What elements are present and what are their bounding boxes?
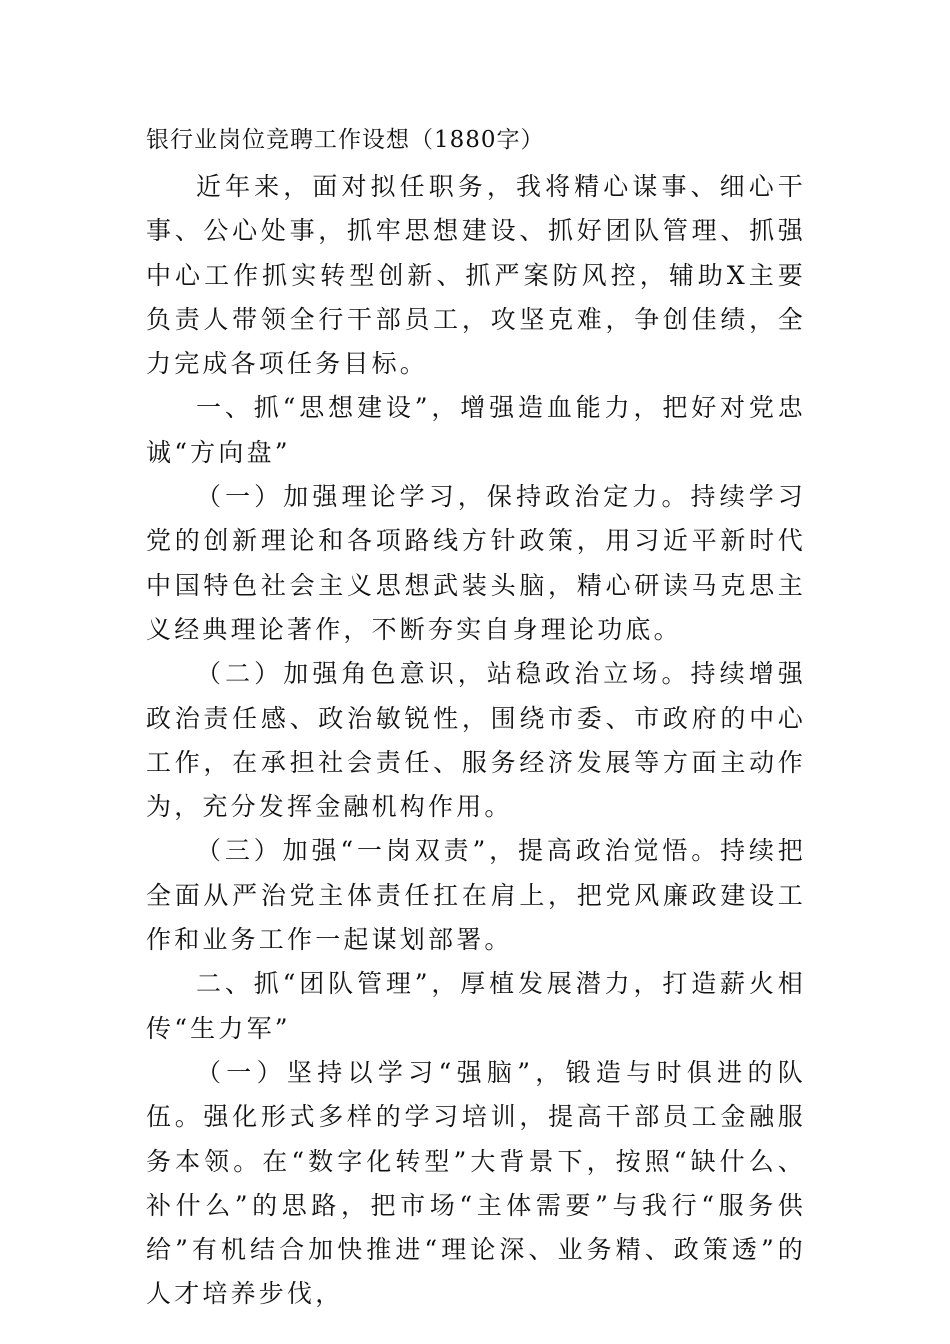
paragraph-1-3: （三）加强“一岗双责”，提高政治觉悟。持续把全面从严治党主体责任扛在肩上，把党风廉政建设工作和业务工作一起谋划部署。	[146, 836, 806, 955]
paragraph-2-1: （一）坚持以学习“强脑”，锻造与时俱进的队伍。强化形式多样的学习培训，提高干部员工金融服务本领。在“数字化转型”大背景下，按照“缺什么、补什么”的思路，把市场“主体需要”与我行“服务供给”有机结合加快推进“理论深、业务精、政策透”的人才培养步伐，	[146, 1057, 806, 1309]
paragraph-1-1: （一）加强理论学习，保持政治定力。持续学习党的创新理论和各项路线方针政策，用习近平新时代中国特色社会主义思想武装头脑，精心研读马克思主义经典理论著作，不断夯实自身理论功底。	[146, 482, 806, 644]
section-heading-2: 二、抓“团队管理”，厚植发展潜力，打造薪火相传“生力军”	[146, 969, 806, 1043]
section-heading-1: 一、抓“思想建设”，增强造血能力，把好对党忠诚“方向盘”	[146, 393, 806, 467]
document-body	[146, 120, 806, 1317]
paragraph-intro: 近年来，面对拟任职务，我将精心谋事、细心干事、公心处事，抓牢思想建设、抓好团队管理、抓强中心工作抓实转型创新、抓严案防风控，辅助X主要负责人带领全行干部员工，攻坚克难，争创佳绩，全力完成各项任务目标。	[146, 172, 806, 379]
paragraph-1-2: （二）加强角色意识，站稳政治立场。持续增强政治责任感、政治敏锐性，围绕市委、市政府的中心工作，在承担社会责任、服务经济发展等方面主动作为，充分发挥金融机构作用。	[146, 659, 806, 822]
document-title: 银行业岗位竞聘工作设想（1880字）	[146, 127, 545, 153]
